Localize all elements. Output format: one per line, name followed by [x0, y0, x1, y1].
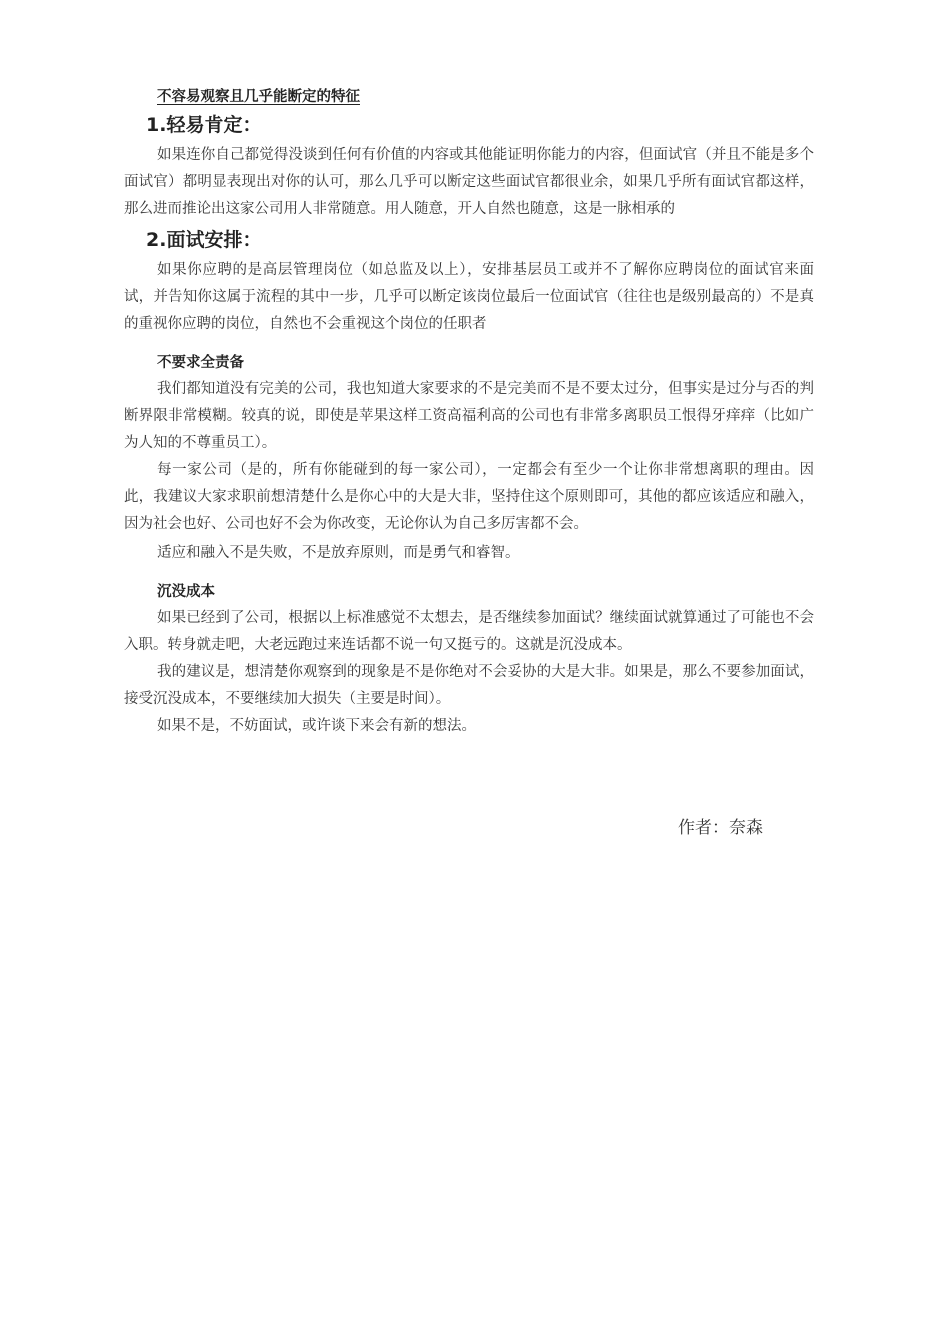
- paragraph: 如果你应聘的是高层管理岗位（如总监及以上），安排基层员工或并不了解你应聘岗位的面试官来面试，并告知你这属于流程的其中一步，几乎可以断定该岗位最后一位面试官（往往也是级别最高的）不是真的重视你应聘的岗位，自然也不会重视这个岗位的任职者: [124, 262, 814, 332]
- paragraph: 如果连你自己都觉得没谈到任何有价值的内容或其他能证明你能力的内容，但面试官（并且不能是多个面试官）都明显表现出对你的认可，那么几乎可以断定这些面试官都很业余，如果几乎所有面试官都这样，那么进而推论出这家公司用人非常随意。用人随意，开人自然也随意，这是一脉相承的: [124, 147, 814, 217]
- paragraph: 如果已经到了公司，根据以上标准感觉不太想去，是否继续参加面试？继续面试就算通过了可能也不会入职。转身就走吧，大老远跑过来连话都不说一句又挺亏的。这就是沉没成本。: [124, 610, 814, 653]
- paragraph: 适应和融入不是失败，不是放弃原则，而是勇气和睿智。: [157, 545, 520, 561]
- subtitle: 不容易观察且几乎能断定的特征: [157, 89, 360, 105]
- paragraph: 我的建议是，想清楚你观察到的现象是不是你绝对不会妥协的大是大非。如果是，那么不要参加面试，接受沉没成本，不要继续加大损失（主要是时间）。: [124, 664, 814, 707]
- paragraph: 每一家公司（是的，所有你能碰到的每一家公司），一定都会有至少一个让你非常想离职的理由。因此，我建议大家求职前想清楚什么是你心中的大是大非，坚持住这个原则即可，其他的都应该适应和融入，因为社会也好、公司也好不会为你改变，无论你认为自己多厉害都不会。: [124, 462, 814, 532]
- author-signature: 作者：奈森: [678, 818, 763, 838]
- article-body: [124, 86, 814, 740]
- heading-sunk-cost: 沉没成本: [157, 584, 215, 600]
- paragraph: 如果不是，不妨面试，或许谈下来会有新的想法。: [157, 718, 476, 734]
- paragraph: 我们都知道没有完美的公司，我也知道大家要求的不是完美而不是不要太过分，但事实是过分与否的判断界限非常模糊。较真的说，即使是苹果这样工资高福利高的公司也有非常多离职员工恨得牙痒痒（比如广为人知的不尊重员工）。: [124, 381, 814, 451]
- heading-easy-approval: 1.轻易肯定：: [146, 114, 262, 136]
- heading-no-perfection: 不要求全责备: [157, 355, 244, 371]
- heading-interview-arrangement: 2.面试安排：: [146, 229, 262, 251]
